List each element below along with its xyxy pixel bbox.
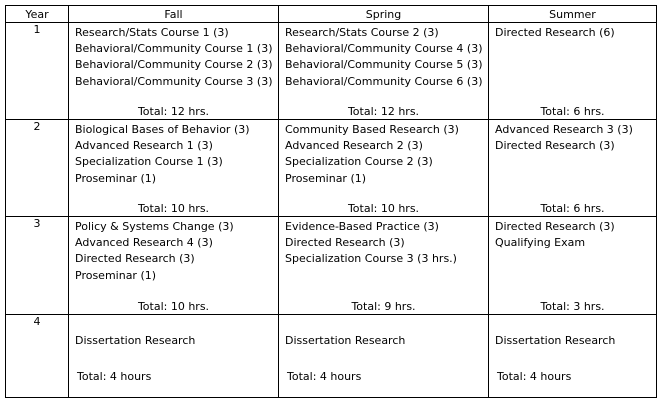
course-item: Directed Research (3) — [495, 139, 615, 153]
header-year: Year — [6, 6, 69, 23]
course-item: Directed Research (3) — [495, 220, 615, 233]
semester-total: Total: 10 hrs. — [137, 202, 210, 215]
year-label: 1 — [6, 23, 69, 120]
course-list — [489, 120, 656, 154]
semester-total: Total: 12 hrs. — [137, 105, 210, 118]
course-item: Behavioral/Community Course 4 (3) — [285, 42, 483, 56]
course-list — [489, 315, 656, 349]
course-list — [279, 120, 488, 187]
course-list — [69, 23, 278, 90]
course-plan-table — [5, 5, 657, 398]
course-item: Directed Research (6) — [495, 26, 615, 39]
course-item: Community Based Research (3) — [285, 123, 459, 136]
semester-total: Total: 6 hrs. — [540, 202, 605, 215]
course-item: Proseminar (1) — [75, 268, 157, 282]
year-row-2 — [6, 120, 657, 217]
fall-cell — [69, 315, 279, 398]
course-list — [69, 217, 278, 284]
course-item: Proseminar (1) — [75, 171, 157, 185]
year-row-3 — [6, 217, 657, 315]
spring-cell — [279, 120, 489, 217]
semester-total: Total: 4 hours — [77, 370, 152, 383]
year-label: 4 — [6, 315, 69, 398]
course-item: Biological Bases of Behavior (3) — [75, 123, 250, 136]
course-item: Research/Stats Course 1 (3) — [75, 26, 229, 39]
year-row-4 — [6, 315, 657, 398]
course-item: Dissertation Research — [495, 334, 616, 347]
year-row-1 — [6, 23, 657, 120]
summer-cell — [489, 315, 657, 398]
semester-total: Total: 9 hrs. — [351, 300, 416, 313]
course-item: Behavioral/Community Course 6 (3) — [285, 74, 483, 88]
fall-cell — [69, 217, 279, 315]
spring-cell — [279, 23, 489, 120]
course-item: Policy & Systems Change (3) — [75, 220, 234, 233]
course-item: Behavioral/Community Course 3 (3) — [75, 74, 273, 88]
header-row — [6, 6, 657, 23]
spring-cell — [279, 315, 489, 398]
course-list — [279, 315, 488, 349]
course-item: Advanced Research 4 (3) — [75, 236, 213, 250]
course-item: Specialization Course 1 (3) — [75, 155, 223, 169]
fall-cell — [69, 120, 279, 217]
header-fall: Fall — [69, 6, 279, 23]
summer-cell — [489, 217, 657, 315]
course-item: Advanced Research 2 (3) — [285, 139, 423, 153]
course-list — [489, 217, 656, 251]
course-item: Advanced Research 1 (3) — [75, 139, 213, 153]
course-item: Research/Stats Course 2 (3) — [285, 26, 439, 39]
course-item: Directed Research (3) — [75, 252, 195, 266]
semester-total: Total: 6 hrs. — [540, 105, 605, 118]
course-item: Qualifying Exam — [495, 236, 586, 250]
course-list — [279, 217, 488, 268]
semester-total: Total: 4 hours — [497, 370, 572, 383]
semester-total: Total: 12 hrs. — [347, 105, 420, 118]
course-item: Directed Research (3) — [285, 236, 405, 250]
semester-total: Total: 3 hrs. — [540, 300, 605, 313]
course-list — [279, 23, 488, 90]
course-list — [489, 23, 656, 41]
course-item: Dissertation Research — [75, 334, 196, 347]
header-spring: Spring — [279, 6, 489, 23]
semester-total: Total: 4 hours — [287, 370, 362, 383]
header-summer: Summer — [489, 6, 657, 23]
fall-cell — [69, 23, 279, 120]
summer-cell — [489, 23, 657, 120]
course-list — [69, 315, 278, 349]
course-item: Proseminar (1) — [285, 171, 367, 185]
year-label: 2 — [6, 120, 69, 217]
year-label: 3 — [6, 217, 69, 315]
course-list — [69, 120, 278, 187]
course-item: Behavioral/Community Course 1 (3) — [75, 42, 273, 56]
course-item: Specialization Course 3 (3 hrs.) — [285, 252, 457, 266]
summer-cell — [489, 120, 657, 217]
course-item: Advanced Research 3 (3) — [495, 123, 633, 136]
course-item: Evidence-Based Practice (3) — [285, 220, 439, 233]
course-item: Dissertation Research — [285, 334, 406, 347]
semester-total: Total: 10 hrs. — [137, 300, 210, 313]
semester-total: Total: 10 hrs. — [347, 202, 420, 215]
course-item: Behavioral/Community Course 5 (3) — [285, 58, 483, 72]
spring-cell — [279, 217, 489, 315]
course-item: Specialization Course 2 (3) — [285, 155, 433, 169]
course-item: Behavioral/Community Course 2 (3) — [75, 58, 273, 72]
